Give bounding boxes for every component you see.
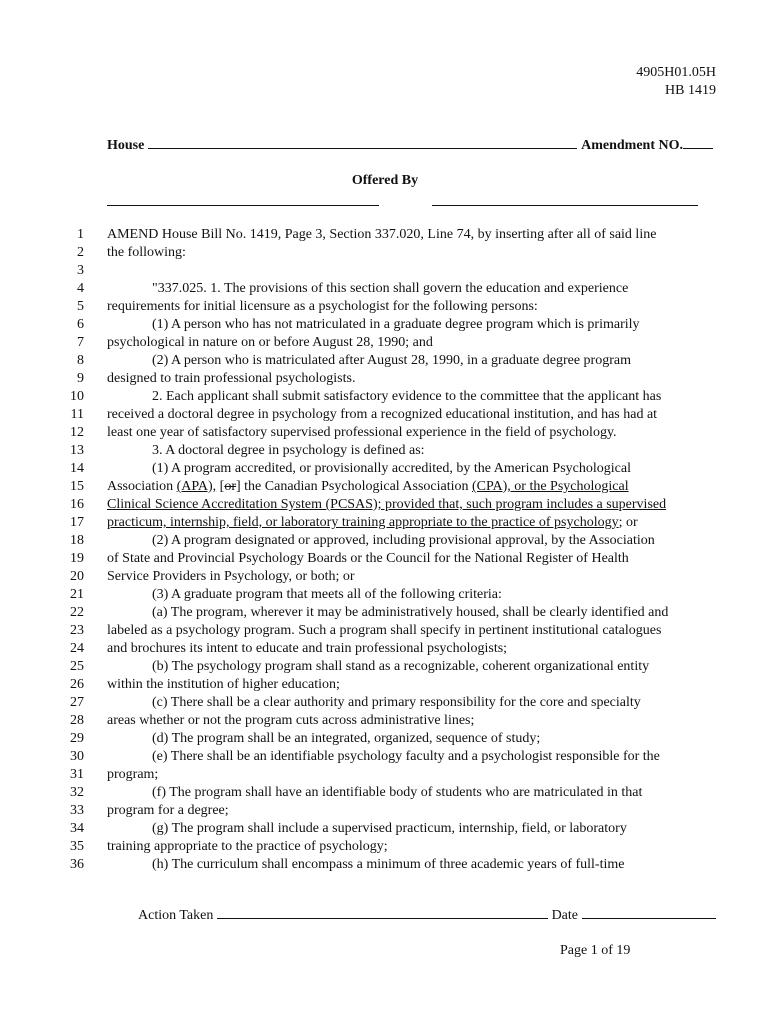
line-number: 28 xyxy=(70,713,84,728)
page-number: Page 1 of 19 xyxy=(560,943,631,958)
line-number: 29 xyxy=(70,731,84,746)
line-number: 21 xyxy=(70,587,84,602)
text-line xyxy=(0,604,770,622)
text-line xyxy=(0,442,770,460)
line-text: designed to train professional psychologists. xyxy=(107,371,356,386)
line-text: labeled as a psychology program. Such a program shall specify in pertinent institutional catalogues xyxy=(107,623,662,638)
line-text: (e) There shall be an identifiable psychology faculty and a psychologist responsible for the xyxy=(152,749,660,764)
line-number: 15 xyxy=(70,479,84,494)
text-line xyxy=(0,424,770,442)
text-line xyxy=(0,478,770,496)
line-text: 3. A doctoral degree in psychology is defined as: xyxy=(152,443,425,458)
line-text: (3) A graduate program that meets all of the following criteria: xyxy=(152,587,502,602)
offered-by-label: Offered By xyxy=(351,173,419,188)
house-amendment-line xyxy=(107,136,713,154)
line-text: AMEND House Bill No. 1419, Page 3, Section 337.020, Line 74, by inserting after all of said line xyxy=(107,227,657,242)
line-number: 13 xyxy=(70,443,84,458)
text-line xyxy=(0,676,770,694)
line-number: 11 xyxy=(70,407,84,422)
line-number: 8 xyxy=(77,353,84,368)
line-number: 14 xyxy=(70,461,84,476)
line-text xyxy=(107,478,629,496)
text-line xyxy=(0,622,770,640)
line-number: 17 xyxy=(70,515,84,530)
line-number: 24 xyxy=(70,641,84,656)
line-number: 5 xyxy=(77,299,84,314)
line-number: 1 xyxy=(77,227,84,242)
line-text: and brochures its intent to educate and train professional psychologists; xyxy=(107,641,508,656)
action-taken-line xyxy=(138,906,716,924)
text-line xyxy=(0,316,770,334)
text-line xyxy=(0,280,770,298)
line-text: (h) The curriculum shall encompass a minimum of three academic years of full-time xyxy=(152,857,625,872)
text-line xyxy=(0,820,770,838)
line-text: (d) The program shall be an integrated, organized, sequence of study; xyxy=(152,731,541,746)
line-number: 26 xyxy=(70,677,84,692)
line-number: 35 xyxy=(70,839,84,854)
text-line xyxy=(0,370,770,388)
line-number: 36 xyxy=(70,857,84,872)
line-number: 33 xyxy=(70,803,84,818)
text-line xyxy=(0,352,770,370)
action-taken-blank xyxy=(217,906,547,919)
text-line xyxy=(0,496,770,514)
line-text: 2. Each applicant shall submit satisfactory evidence to the committee that the applicant has xyxy=(152,389,662,404)
signature-line-right xyxy=(432,205,698,206)
inserted-text: (CPA), or the Psychological xyxy=(472,479,629,494)
line-text: psychological in nature on or before August 28, 1990; and xyxy=(107,335,433,350)
text-line xyxy=(0,730,770,748)
text-line xyxy=(0,226,770,244)
line-text: program for a degree; xyxy=(107,803,229,818)
line-number: 18 xyxy=(70,533,84,548)
text-line xyxy=(0,856,770,874)
line-number: 12 xyxy=(70,425,84,440)
date-label: Date xyxy=(551,908,578,923)
text-line xyxy=(0,658,770,676)
line-text: of State and Provincial Psychology Boards or the Council for the National Register of Health xyxy=(107,551,629,566)
line-number: 4 xyxy=(77,281,84,296)
line-text: received a doctoral degree in psychology from a recognized educational institution, and has had at xyxy=(107,407,658,422)
line-text: (1) A person who has not matriculated in a graduate degree program which is primarily xyxy=(152,317,640,332)
text-line xyxy=(0,514,770,532)
line-text: (g) The program shall include a supervised practicum, internship, field, or laboratory xyxy=(152,821,627,836)
line-text: "337.025. 1. The provisions of this section shall govern the education and experience xyxy=(152,281,629,296)
house-label: House xyxy=(107,138,145,153)
line-text: program; xyxy=(107,767,159,782)
text-line xyxy=(0,262,770,280)
line-number: 27 xyxy=(70,695,84,710)
line-number: 30 xyxy=(70,749,84,764)
line-text: requirements for initial licensure as a psychologist for the following persons: xyxy=(107,299,538,314)
doc-id: 4905H01.05H xyxy=(636,65,716,80)
line-text: within the institution of higher education; xyxy=(107,677,340,692)
text-line xyxy=(0,550,770,568)
line-text: (a) The program, wherever it may be administratively housed, shall be clearly identified and xyxy=(152,605,669,620)
text-line xyxy=(0,748,770,766)
line-text xyxy=(107,514,638,532)
line-text: (2) A program designated or approved, including provisional approval, by the Association xyxy=(152,533,655,548)
line-number: 34 xyxy=(70,821,84,836)
line-segment: Association xyxy=(107,479,177,494)
line-text: least one year of satisfactory supervised professional experience in the field of psychology. xyxy=(107,425,617,440)
amendment-number-blank xyxy=(683,136,713,149)
text-line xyxy=(0,568,770,586)
text-line xyxy=(0,640,770,658)
line-number: 23 xyxy=(70,623,84,638)
line-number: 9 xyxy=(77,371,84,386)
text-line xyxy=(0,838,770,856)
line-number: 16 xyxy=(70,497,84,512)
line-number: 31 xyxy=(70,767,84,782)
line-number: 7 xyxy=(77,335,84,350)
line-text: training appropriate to the practice of psychology; xyxy=(107,839,388,854)
text-line xyxy=(0,586,770,604)
document-header xyxy=(636,64,716,100)
line-number: 19 xyxy=(70,551,84,566)
line-text: (1) A program accredited, or provisionally accredited, by the American Psychological xyxy=(152,461,631,476)
bill-number: HB 1419 xyxy=(665,83,716,98)
text-line xyxy=(0,406,770,424)
line-number: 3 xyxy=(77,263,84,278)
amendment-body xyxy=(0,226,770,874)
line-number: 10 xyxy=(70,389,84,404)
line-text: (c) There shall be a clear authority and primary responsibility for the core and specialty xyxy=(152,695,641,710)
text-line xyxy=(0,388,770,406)
line-number: 6 xyxy=(77,317,84,332)
line-segment: ; or xyxy=(618,515,638,530)
text-line xyxy=(0,298,770,316)
line-number: 2 xyxy=(77,245,84,260)
text-line xyxy=(0,694,770,712)
line-text: Clinical Science Accreditation System (PCSAS); provided that, such program includes a supervised xyxy=(107,497,667,512)
line-number: 20 xyxy=(70,569,84,584)
date-blank xyxy=(582,906,716,919)
line-text: (2) A person who is matriculated after August 28, 1990, in a graduate degree program xyxy=(152,353,631,368)
text-line xyxy=(0,766,770,784)
amendment-label: Amendment NO. xyxy=(581,138,683,153)
text-line xyxy=(0,334,770,352)
line-segment: [ xyxy=(216,479,225,494)
signature-line-left xyxy=(107,205,379,206)
text-line xyxy=(0,712,770,730)
text-line xyxy=(0,532,770,550)
line-number: 22 xyxy=(70,605,84,620)
house-blank xyxy=(148,136,577,149)
text-line xyxy=(0,784,770,802)
line-text: areas whether or not the program cuts across administrative lines; xyxy=(107,713,475,728)
line-text: (b) The psychology program shall stand as a recognizable, coherent organizational entity xyxy=(152,659,650,674)
deleted-text: or xyxy=(224,479,236,494)
inserted-text: practicum, internship, field, or laboratory training appropriate to the practice of psychology xyxy=(107,515,619,530)
line-text: (f) The program shall have an identifiable body of students who are matriculated in that xyxy=(152,785,643,800)
text-line xyxy=(0,802,770,820)
line-segment: ] the Canadian Psychological Association xyxy=(236,479,473,494)
inserted-text: (APA), xyxy=(176,479,217,494)
line-number: 25 xyxy=(70,659,84,674)
text-line xyxy=(0,460,770,478)
text-line xyxy=(0,244,770,262)
action-taken-label: Action Taken xyxy=(138,908,214,923)
line-text: Service Providers in Psychology, or both; or xyxy=(107,569,355,584)
line-number: 32 xyxy=(70,785,84,800)
line-text: the following: xyxy=(107,245,186,260)
